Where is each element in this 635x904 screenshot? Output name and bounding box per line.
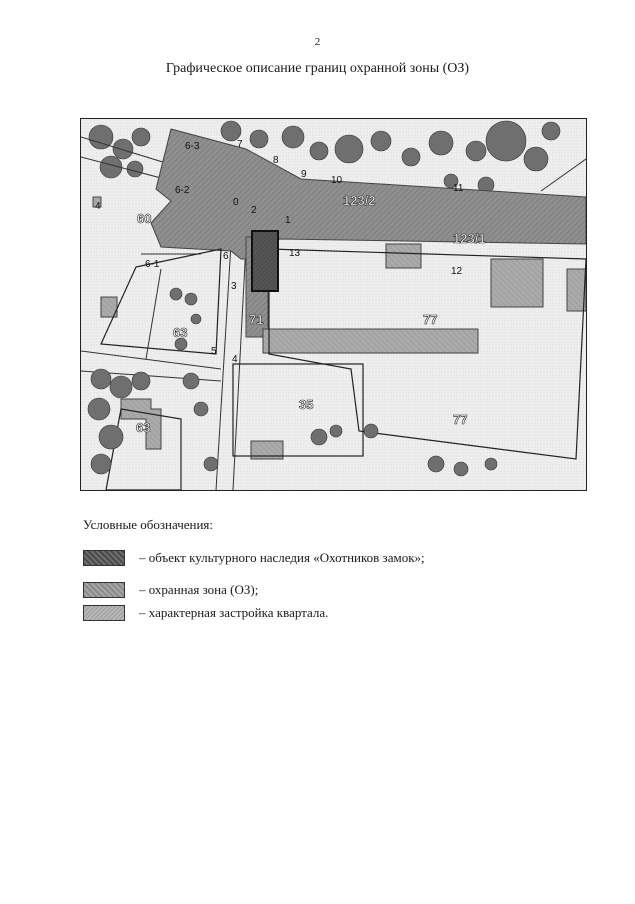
site-map-drawing <box>81 119 586 490</box>
legend-item-block <box>83 605 328 621</box>
parcel-label-77-lower: 77 <box>453 412 468 427</box>
legend-text-zone: – охранная зона (ОЗ); <box>139 582 259 597</box>
point-label-3: 3 <box>231 281 237 292</box>
point-label-6: 6 <box>223 251 229 262</box>
legend-swatch-heritage <box>83 550 125 566</box>
legend-item-zone <box>83 582 258 598</box>
parcel-label-77-upper: 77 <box>423 312 438 327</box>
point-label-6-2: 6-2 <box>175 185 190 196</box>
site-map <box>80 118 587 491</box>
legend-text-heritage: – объект культурного наследия «Охотников замок»; <box>139 550 425 565</box>
point-label-1: 1 <box>285 215 291 226</box>
document-title: Графическое описание границ охранной зоны (ОЗ) <box>165 61 470 76</box>
point-label-0: 0 <box>233 197 239 208</box>
point-label-6-1: 6-1 <box>145 259 160 270</box>
point-label-8: 8 <box>273 155 279 166</box>
legend-item-heritage <box>83 550 425 566</box>
parcel-label-35: 35 <box>299 397 314 412</box>
parcel-label-63-north: 63 <box>173 325 188 340</box>
point-label-10: 10 <box>331 175 343 186</box>
point-label-11: 11 <box>453 183 464 194</box>
parcel-label-63-south: 63 <box>136 420 151 435</box>
point-label-9: 9 <box>301 169 307 180</box>
point-label-6-3: 6-3 <box>185 141 200 152</box>
parcel-label-60: 60 <box>137 211 152 226</box>
point-label-12: 12 <box>451 266 463 277</box>
point-label-2: 2 <box>251 205 257 216</box>
legend-swatch-block <box>83 605 125 621</box>
heritage-object-okhotnikov-castle <box>252 231 278 291</box>
legend-text-block: – характерная застройка квартала. <box>139 605 329 620</box>
page-number: 2 <box>314 36 321 48</box>
legend-swatch-zone <box>83 582 125 598</box>
point-label-4: 4 <box>232 354 238 365</box>
point-label-13: 13 <box>289 248 301 259</box>
parcel-label-123-2: 123/2 <box>343 193 376 208</box>
point-label-7: 7 <box>237 139 243 150</box>
point-label-5: 5 <box>211 346 217 357</box>
legend-title: Условные обозначения: <box>83 517 214 532</box>
parcel-label-123-1: 123/1 <box>453 231 486 246</box>
parcel-label-71: 71 <box>249 312 264 327</box>
parcel-label-4: 4 <box>95 201 101 212</box>
